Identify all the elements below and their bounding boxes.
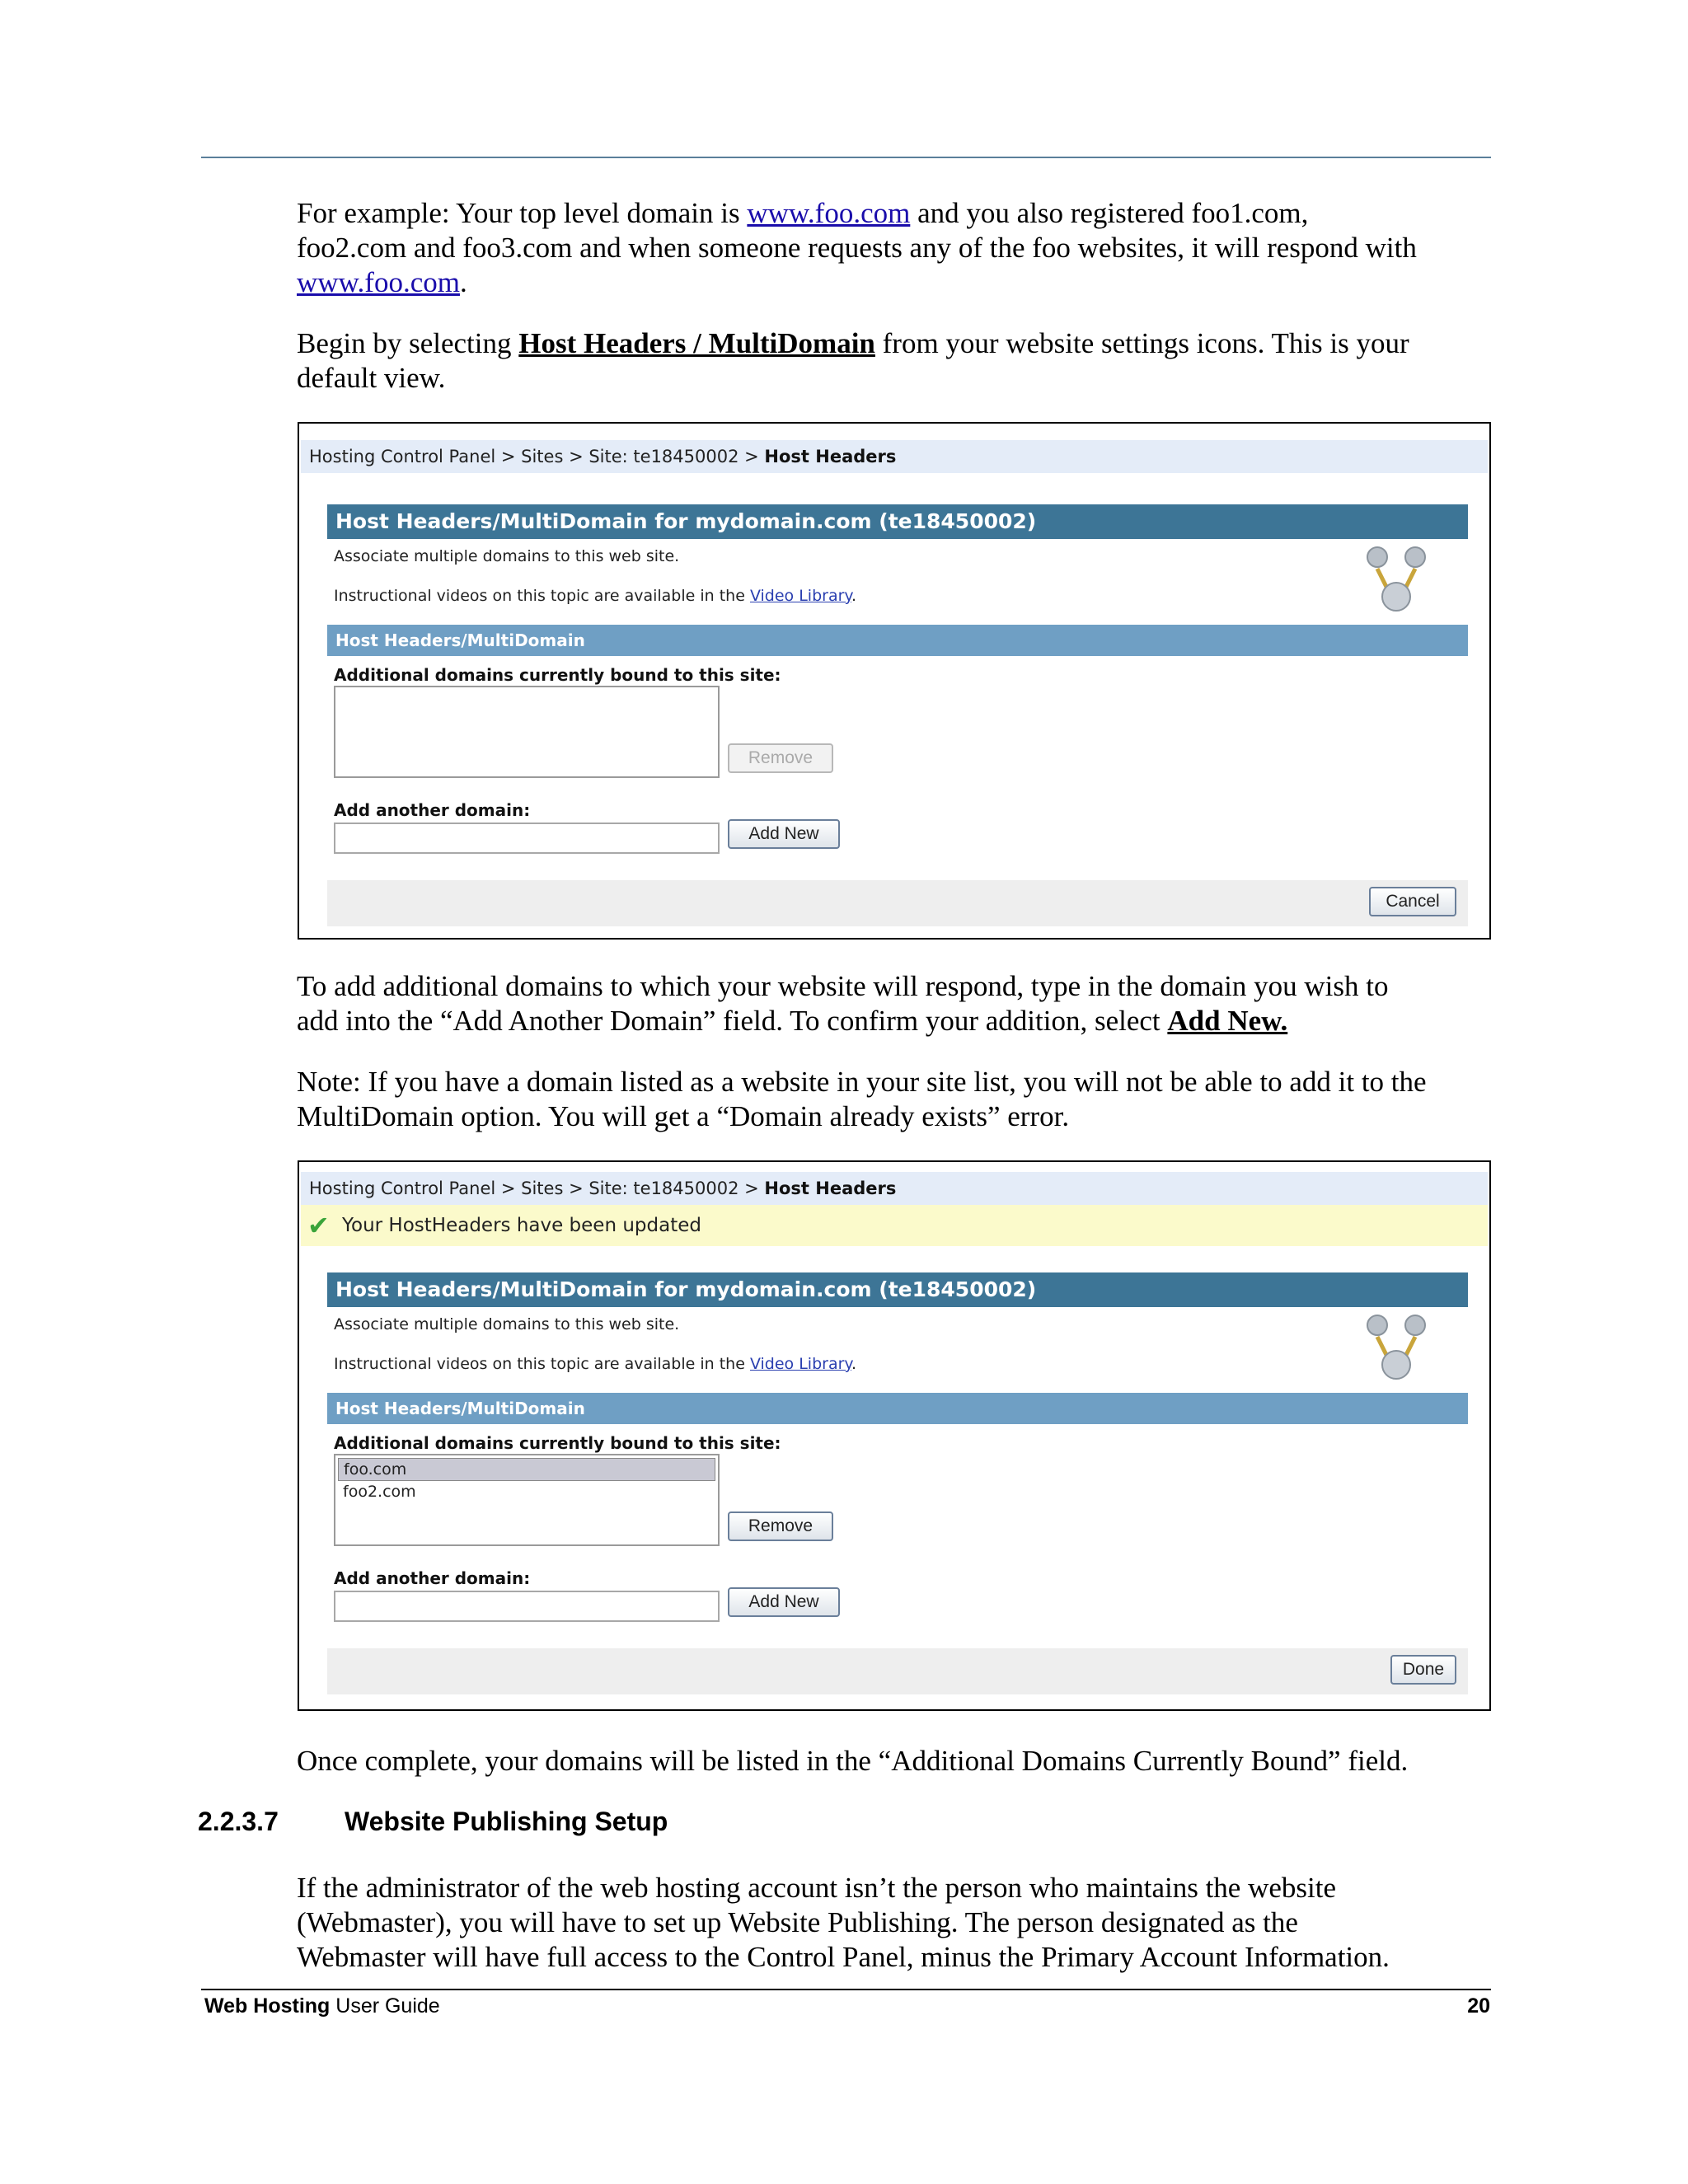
note-paragraph (297, 1065, 1492, 1134)
once-complete-paragraph: Once complete, your domains will be listed in the “Additional Domains Currently Bound” field. (297, 1745, 1409, 1777)
video-library-link[interactable]: Video Library (749, 587, 851, 605)
bound-domains-list[interactable] (334, 1454, 720, 1546)
bound-domains-label: Additional domains currently bound to this site: (334, 1433, 781, 1453)
text: add into the “Add Another Domain” field. To confirm your addition, select (297, 1005, 1168, 1037)
add-new-button[interactable]: Add New (728, 819, 840, 849)
text: MultiDomain option. You will get a “Domain already exists” error. (297, 1100, 1070, 1132)
text: For example: Your top level domain is (297, 197, 748, 229)
add-domain-label: Add another domain: (334, 800, 531, 820)
text: default view. (297, 362, 446, 394)
success-text: Your HostHeaders have been updated (342, 1215, 701, 1236)
host-headers-term: Host Headers / MultiDomain (518, 327, 875, 359)
panel-title: Host Headers/MultiDomain for mydomain.com (te18450002) (327, 504, 1468, 539)
begin-paragraph (297, 326, 1492, 396)
foo-link-1[interactable]: www.foo.com (747, 197, 911, 229)
done-button[interactable]: Done (1390, 1655, 1456, 1685)
section-number: 2.2.3.7 (198, 1807, 279, 1836)
add-domain-input[interactable] (334, 1591, 720, 1622)
multidomain-people-icon (1362, 1314, 1437, 1388)
footer-title-rest: User Guide (330, 1994, 440, 2018)
footer-title-bold: Web Hosting (204, 1994, 331, 2018)
text: . (851, 1355, 856, 1373)
header-rule (201, 157, 1491, 158)
section-header: Host Headers/MultiDomain (327, 1393, 1468, 1424)
text: If the administrator of the web hosting account isn’t the person who maintains the website (297, 1872, 1337, 1904)
screenshot-default-view (298, 422, 1491, 940)
text: . (851, 587, 856, 605)
video-note (334, 587, 856, 605)
text: Begin by selecting (297, 327, 519, 359)
foo-link-2[interactable]: www.foo.com (297, 266, 460, 298)
cancel-button[interactable]: Cancel (1369, 887, 1456, 916)
breadcrumb (301, 440, 1488, 473)
breadcrumb-current: Host Headers (764, 447, 897, 466)
list-item[interactable]: foo2.com (343, 1483, 416, 1501)
panel-description: Associate multiple domains to this web site. (334, 1315, 680, 1333)
section-title: Website Publishing Setup (345, 1807, 668, 1836)
footer-title (204, 1994, 440, 2018)
footer-rule (201, 1989, 1491, 1990)
add-new-button[interactable]: Add New (728, 1587, 840, 1617)
text: To add additional domains to which your website will respond, type in the domain you wish to (297, 970, 1389, 1002)
text: Instructional videos on this topic are available in the (334, 587, 750, 605)
checkmark-icon: ✔ (307, 1210, 330, 1241)
breadcrumb-current: Host Headers (764, 1179, 897, 1198)
action-bar (327, 1648, 1468, 1694)
section-heading (198, 1807, 668, 1837)
add-domains-paragraph (297, 969, 1492, 1038)
text: from your website settings icons. This is your (874, 327, 1409, 359)
add-domain-label: Add another domain: (334, 1568, 531, 1588)
list-item[interactable]: foo.com (338, 1458, 715, 1481)
breadcrumb (301, 1172, 1488, 1205)
success-message (301, 1205, 1488, 1246)
add-new-term: Add New. (1167, 1005, 1288, 1037)
panel-description: Associate multiple domains to this web site. (334, 547, 680, 565)
example-paragraph (297, 196, 1492, 300)
text: Note: If you have a domain listed as a website in your site list, you will not be able to add it to the (297, 1066, 1427, 1098)
remove-button[interactable]: Remove (728, 743, 833, 773)
multidomain-people-icon (1362, 546, 1437, 620)
add-domain-input[interactable] (334, 823, 720, 854)
panel-title: Host Headers/MultiDomain for mydomain.com (te18450002) (327, 1272, 1468, 1307)
publishing-paragraph (297, 1871, 1492, 1975)
bound-domains-list[interactable] (334, 686, 720, 778)
remove-button[interactable]: Remove (728, 1511, 833, 1541)
text: (Webmaster), you will have to set up Website Publishing. The person designated as the (297, 1906, 1298, 1938)
video-note (334, 1355, 856, 1373)
text: Instructional videos on this topic are available in the (334, 1355, 750, 1373)
breadcrumb-path: Hosting Control Panel > Sites > Site: te18450002 > (309, 447, 765, 466)
text: Webmaster will have full access to the Control Panel, minus the Primary Account Information. (297, 1941, 1390, 1973)
screenshot-updated-view (298, 1160, 1491, 1711)
text: and you also registered foo1.com, (910, 197, 1309, 229)
text: foo2.com and foo3.com and when someone requests any of the foo websites, it will respond with (297, 232, 1417, 264)
breadcrumb-path: Hosting Control Panel > Sites > Site: te18450002 > (309, 1179, 765, 1198)
bound-domains-label: Additional domains currently bound to this site: (334, 665, 781, 685)
video-library-link[interactable]: Video Library (749, 1355, 851, 1373)
section-header: Host Headers/MultiDomain (327, 625, 1468, 656)
action-bar (327, 880, 1468, 926)
text: . (459, 266, 467, 298)
page-number: 20 (1467, 1994, 1490, 2018)
